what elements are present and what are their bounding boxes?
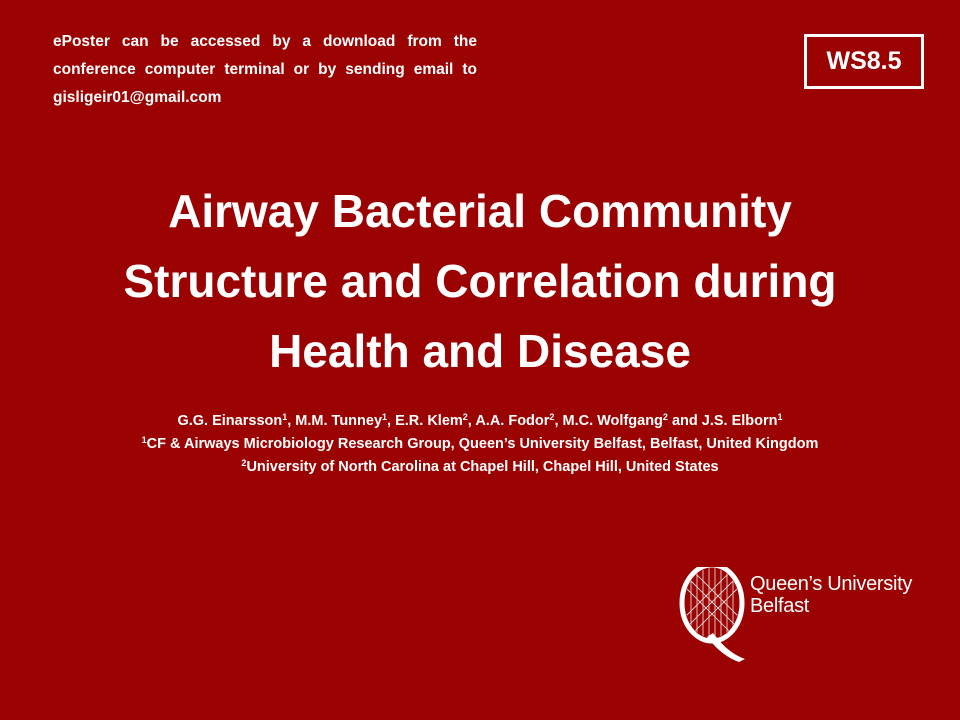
author-affiliation-mark: 2 (662, 412, 668, 422)
author-name: , E.R. Klem (387, 413, 463, 429)
author-affiliation-mark: 2 (462, 412, 468, 422)
affiliation-text: University of North Carolina at Chapel Hill, Chapel Hill, United States (246, 459, 719, 475)
affiliation-1 (20, 433, 940, 456)
poster-title (40, 176, 920, 386)
university-name-line-2: Belfast (750, 595, 810, 617)
affiliation-2 (20, 456, 940, 479)
author-affiliation-mark: 1 (777, 412, 783, 422)
author-name: and J.S. Elborn (667, 413, 778, 429)
author-name: , M.C. Wolfgang (554, 413, 663, 429)
author-affiliation-mark: 1 (282, 412, 288, 422)
author-name: , A.A. Fodor (467, 413, 550, 429)
affiliation-mark: 2 (241, 458, 247, 468)
university-name-line-1: Queen’s University (750, 573, 913, 595)
affiliation-text: CF & Airways Microbiology Research Group, Queen’s University Belfast, Belfast, United Kingdom (146, 436, 819, 452)
session-code-badge (804, 34, 924, 89)
author-list (20, 410, 940, 433)
authors-block (20, 410, 940, 479)
epost-access-notice: ePoster can be accessed by a download from the conference computer terminal or by sending email to gisligeir01@gmail.com (53, 33, 477, 106)
title-line-3: Health and Disease (269, 325, 691, 377)
author-affiliation-mark: 1 (382, 412, 388, 422)
q-emblem-icon (677, 567, 747, 662)
title-line-2: Structure and Correlation during (123, 255, 837, 307)
author-affiliation-mark: 2 (549, 412, 555, 422)
title-line-1: Airway Bacterial Community (168, 185, 792, 237)
session-code: WS8.5 (826, 47, 902, 75)
university-name (750, 573, 912, 617)
author-name: G.G. Einarsson (177, 413, 283, 429)
author-name: , M.M. Tunney (287, 413, 383, 429)
affiliation-mark: 1 (141, 435, 147, 445)
